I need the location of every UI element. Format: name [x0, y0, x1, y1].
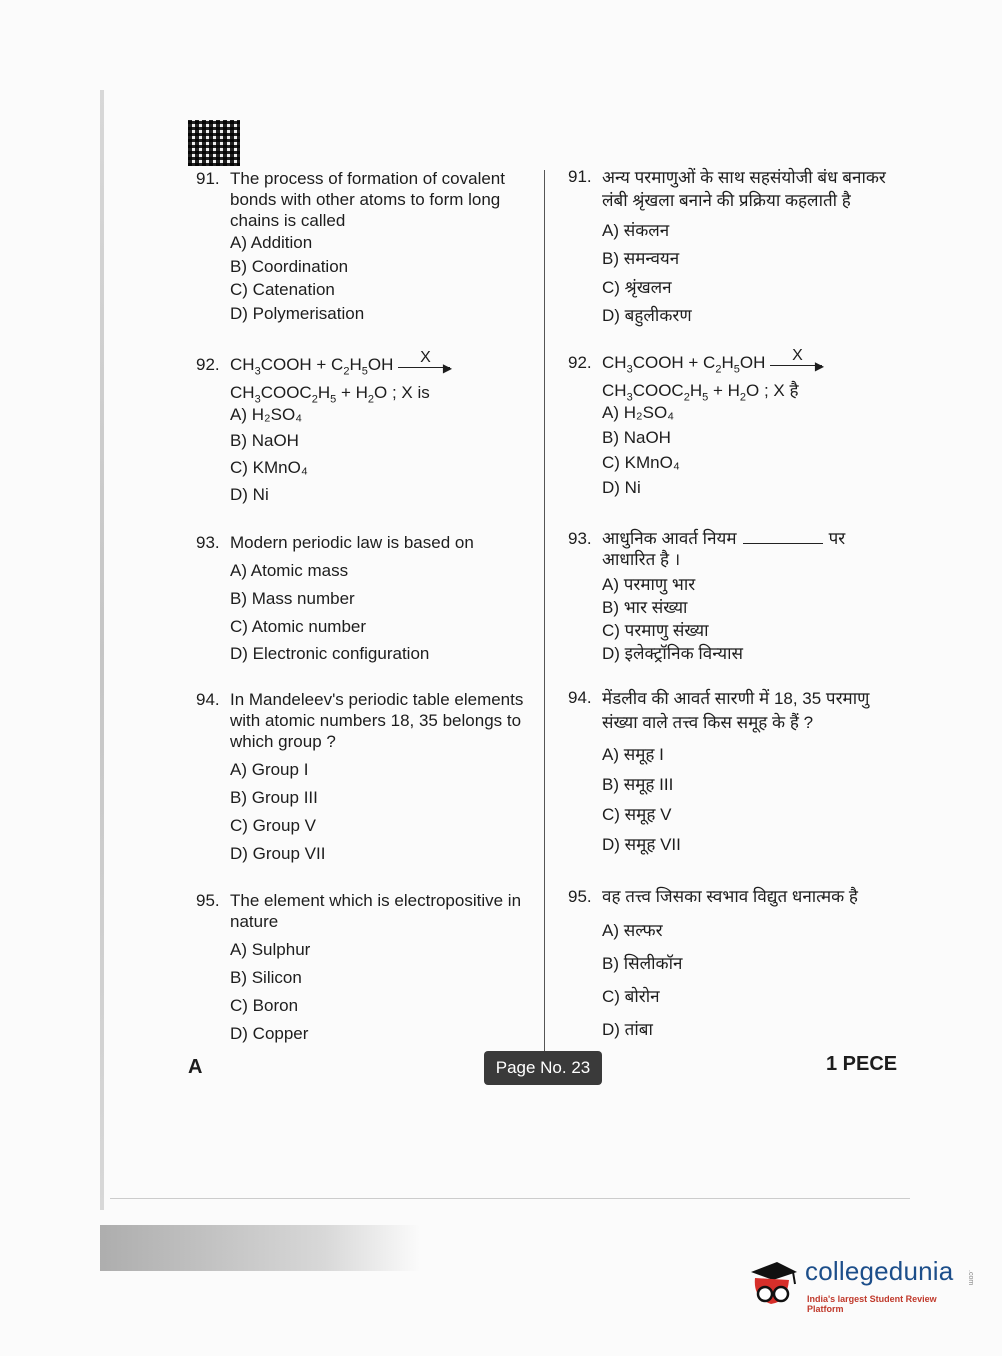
option-c: C) बोरोन	[602, 987, 660, 1006]
option-b: B) Mass number	[230, 589, 355, 608]
column-divider	[544, 170, 545, 1055]
question-text: मेंडलीव की आवर्त सारणी में 18, 35 परमाणु संख्या वाले तत्त्व किस समूह के हैं ?	[602, 689, 870, 732]
question-text: The element which is electropositive in nature	[230, 891, 522, 931]
option-a: A) H₂SO₄	[602, 403, 675, 422]
option-d: D) Copper	[230, 1024, 309, 1043]
question-number: 93.	[568, 529, 592, 548]
question-91-hi	[568, 166, 898, 325]
option-b: B) Group III	[230, 788, 318, 807]
question-number: 92.	[196, 355, 220, 374]
answer-blank	[743, 543, 823, 544]
option-d: D) इलेक्ट्रॉनिक विन्यास	[602, 644, 744, 663]
option-c: C) परमाणु संख्या	[602, 621, 709, 640]
question-93-hi	[568, 528, 898, 663]
option-b: B) सिलीकॉन	[602, 954, 683, 973]
option-c: C) Boron	[230, 996, 299, 1015]
brand-tagline: India's largest Student Review Platform	[807, 1294, 937, 1314]
question-92-en	[196, 348, 536, 504]
option-b: B) NaOH	[602, 428, 671, 447]
question-92-hi	[568, 346, 898, 497]
page-number-badge: Page No. 23	[484, 1051, 602, 1085]
question-number: 91.	[196, 169, 220, 188]
question-93-en	[196, 532, 536, 663]
question-95-hi	[568, 886, 898, 1039]
mascot-icon	[747, 1258, 799, 1310]
option-d: D) बहुलीकरण	[602, 306, 692, 325]
option-d: D) तांबा	[602, 1020, 653, 1039]
question-number: 95.	[568, 887, 592, 906]
question-number: 93.	[196, 533, 220, 552]
option-a: A) परमाणु भार	[602, 575, 696, 594]
option-c: C) समूह V	[602, 805, 672, 824]
scan-shadow	[100, 1225, 420, 1271]
question-text: आधुनिक आवर्त नियम पर	[602, 529, 846, 548]
option-c: C) Group V	[230, 816, 316, 835]
qr-code	[188, 120, 240, 166]
option-a: A) संकलन	[602, 221, 670, 240]
option-b: B) समूह III	[602, 775, 674, 794]
question-text-line2: आधारित है ।	[602, 550, 681, 569]
question-text: In Mandeleev's periodic table elements with atomic numbers 18, 35 belongs to which group ?	[230, 690, 524, 751]
question-text: Modern periodic law is based on	[230, 533, 474, 552]
option-a: A) Addition	[230, 233, 313, 252]
bottom-rule	[110, 1198, 910, 1199]
collegedunia-logo	[745, 1248, 975, 1318]
option-b: B) Coordination	[230, 257, 349, 276]
reaction-arrow: X ▶	[770, 357, 822, 371]
option-b: B) NaOH	[230, 431, 299, 450]
option-d: D) Ni	[602, 478, 641, 497]
option-d: D) Group VII	[230, 844, 326, 863]
option-b: B) Silicon	[230, 968, 302, 987]
option-d: D) Electronic configuration	[230, 644, 430, 663]
question-text: वह तत्त्व जिसका स्वभाव विद्युत धनात्मक है	[602, 887, 858, 906]
option-d: D) समूह VII	[602, 835, 681, 854]
option-b: B) समन्वयन	[602, 249, 680, 268]
option-a: A) H₂SO₄	[230, 405, 303, 424]
option-a: A) समूह I	[602, 745, 664, 764]
option-a: A) Sulphur	[230, 940, 311, 959]
reaction-products: $CH_3COOC_2H_5 + H_2O$ ; X है	[602, 381, 799, 404]
reaction-arrow: X ▶	[398, 359, 450, 373]
question-text: अन्य परमाणुओं के साथ सहसंयोजी बंध बनाकर लंबी श्रृंखला बनाने की प्रक्रिया कहलाती है	[602, 168, 886, 210]
question-number: 91.	[568, 167, 592, 186]
brand-suffix: .com	[967, 1270, 974, 1286]
option-d: D) Ni	[230, 485, 269, 504]
question-number: 94.	[568, 688, 592, 707]
option-c: C) KMnO₄	[230, 458, 308, 477]
option-d: D) Polymerisation	[230, 304, 365, 323]
scan-edge	[100, 90, 104, 1210]
question-number: 92.	[568, 353, 592, 372]
question-number: 95.	[196, 891, 220, 910]
paper-code: 1 PECE	[826, 1053, 898, 1075]
option-b: B) भार संख्या	[602, 598, 688, 617]
question-number: 94.	[196, 690, 220, 709]
option-a: A) सल्फर	[602, 921, 663, 940]
question-text: The process of formation of covalent bonds with other atoms to form long chains is called	[230, 169, 505, 230]
option-c: C) KMnO₄	[602, 453, 680, 472]
reaction-reactants: $CH_3COOH + C_2H_5OH$ X ▶	[602, 346, 825, 376]
option-a: A) Atomic mass	[230, 561, 349, 580]
series-label: A	[188, 1056, 203, 1078]
question-94-hi	[568, 687, 898, 854]
question-94-en	[196, 689, 536, 863]
question-91-en	[196, 168, 536, 323]
option-a: A) Group I	[230, 760, 309, 779]
reaction-reactants: $CH_3COOH + C_2H_5OH$ X ▶	[230, 348, 453, 378]
reaction-products: $CH_3COOC_2H_5 + H_2O$ ; X is	[230, 383, 430, 406]
option-c: C) Catenation	[230, 280, 335, 299]
brand-name: collegedunia	[805, 1256, 954, 1286]
option-c: C) Atomic number	[230, 617, 367, 636]
question-95-en	[196, 890, 536, 1043]
option-c: C) श्रृंखलन	[602, 278, 672, 297]
